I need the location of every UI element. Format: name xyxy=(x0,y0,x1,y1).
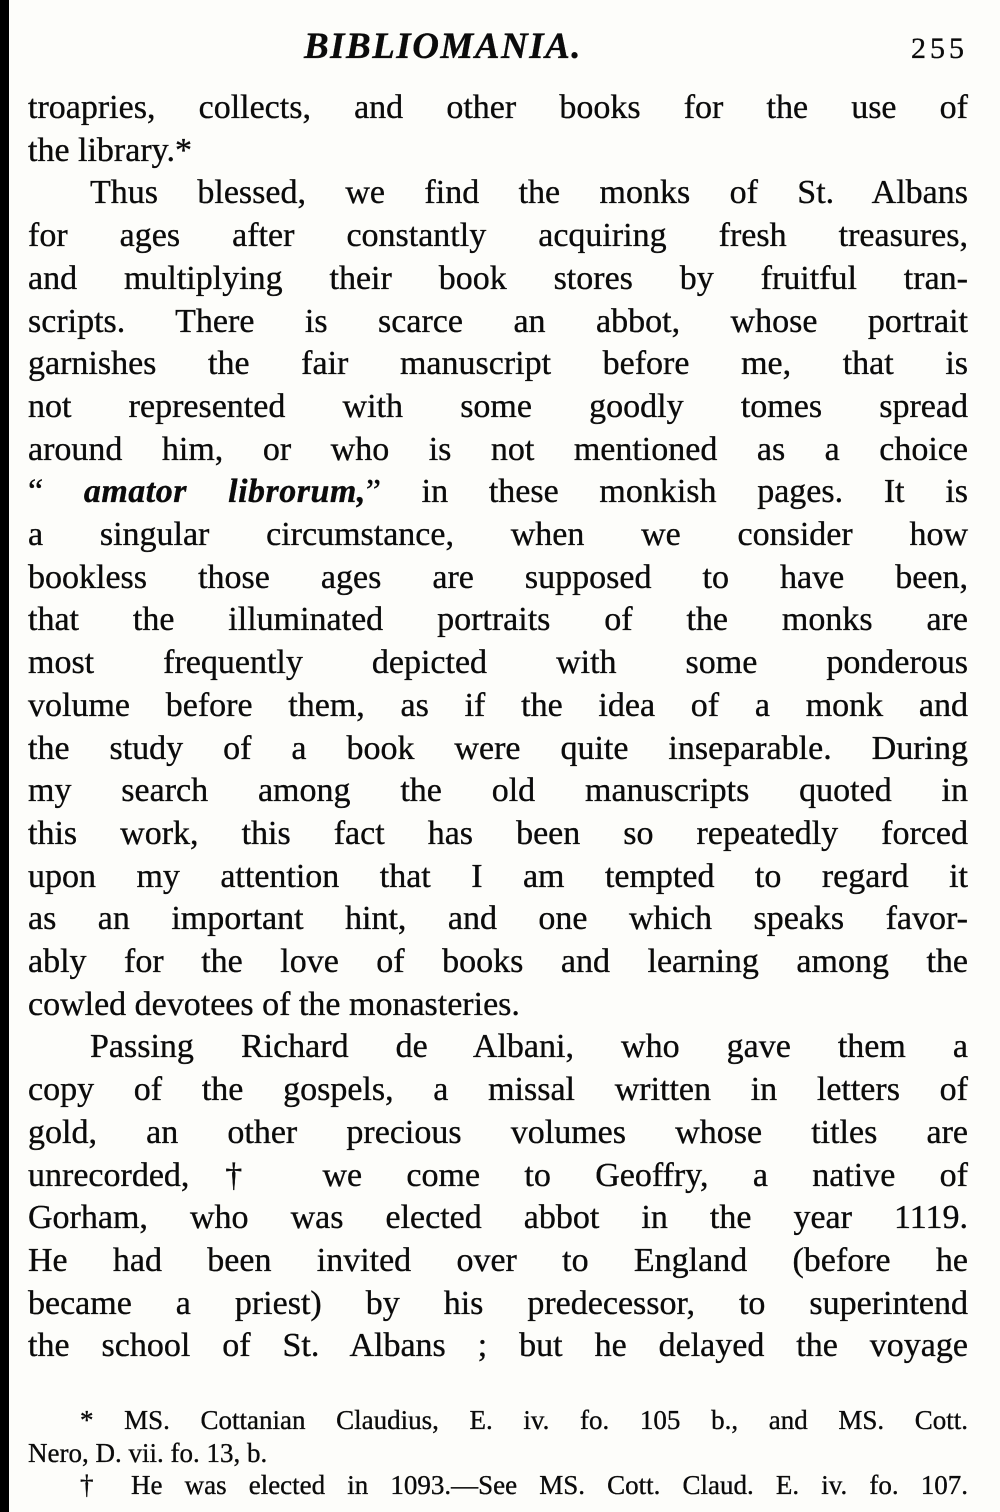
text-line xyxy=(28,172,968,215)
page-title: BIBLIOMANIA. xyxy=(303,26,583,67)
text-line xyxy=(28,770,968,813)
line-text: copy of the gospels, a missal written in letters of xyxy=(28,1071,968,1109)
line-text: upon my attention that I am tempted to regard it xyxy=(28,857,968,895)
text-line xyxy=(28,1404,968,1437)
line-text: the study of a book were quite inseparable. During xyxy=(28,729,968,767)
running-header xyxy=(28,25,968,77)
text-line xyxy=(28,1197,968,1240)
text-line xyxy=(28,471,968,514)
italic-phrase: amator librorum, xyxy=(83,473,366,511)
text-line xyxy=(28,514,968,557)
line-text: for ages after constantly acquiring fresh treasures, xyxy=(28,217,968,255)
line-text: garnishes the fair manuscript before me, that is xyxy=(28,345,968,383)
text-line xyxy=(28,87,968,130)
line-text: the library.* xyxy=(28,131,192,169)
line-text: around him, or who is not mentioned as a choice xyxy=(28,430,968,468)
text-line xyxy=(28,258,968,301)
text-line xyxy=(28,557,968,600)
footnotes xyxy=(28,1404,968,1502)
text-line xyxy=(28,386,968,429)
text-line xyxy=(28,1283,968,1326)
line-text: not represented with some goodly tomes spread xyxy=(28,387,968,425)
line-text: † He was elected in 1093.—See MS. Cott. Claud. E. iv. fo. 107. xyxy=(80,1470,968,1501)
line-text: Passing Richard de Albani, who gave them a xyxy=(90,1028,968,1066)
text-line xyxy=(28,1069,968,1112)
text-line xyxy=(28,130,968,173)
line-text: unrecorded,† we come to Geoffry, a native of xyxy=(28,1156,968,1194)
line-text: a singular circumstance, when we consider how xyxy=(28,516,968,554)
line-text: gold, an other precious volumes whose titles are xyxy=(28,1113,968,1151)
page-body xyxy=(28,87,968,1368)
line-text: He had been invited over to England (before he xyxy=(28,1241,968,1279)
line-text: my search among the old manuscripts quoted in xyxy=(28,772,968,810)
line-text: volume before them, as if the idea of a monk and xyxy=(28,686,968,724)
scan-edge-artifact xyxy=(0,0,9,1512)
text-line xyxy=(28,1437,968,1470)
text-line xyxy=(28,685,968,728)
text-line xyxy=(28,642,968,685)
line-text: this work, this fact has been so repeatedly forced xyxy=(28,814,968,852)
line-text: * MS. Cottanian Claudius, E. iv. fo. 105 b., and MS. Cott. xyxy=(80,1405,968,1436)
line-text: troapries, collects, and other books for the use of xyxy=(28,89,968,126)
text-line xyxy=(28,941,968,984)
line-text: most frequently depicted with some ponderous xyxy=(28,644,968,682)
page-number: 255 xyxy=(911,32,968,65)
line-text: and multiplying their book stores by fruitful tran- xyxy=(28,259,968,297)
line-text: ” in these monkish pages. It is xyxy=(365,473,968,511)
text-line xyxy=(28,898,968,941)
text-line xyxy=(28,1112,968,1155)
text-line xyxy=(28,1325,968,1368)
text-line xyxy=(28,1026,968,1069)
text-line xyxy=(28,215,968,258)
text-line xyxy=(28,856,968,899)
line-text: that the illuminated portraits of the monks are xyxy=(28,601,968,639)
text-line xyxy=(28,984,968,1027)
line-text: “ xyxy=(28,473,84,511)
text-line xyxy=(28,1155,968,1198)
text-line xyxy=(28,1240,968,1283)
text-line xyxy=(28,728,968,771)
line-text: cowled devotees of the monasteries. xyxy=(28,985,520,1023)
line-text: Thus blessed, we find the monks of St. Albans xyxy=(90,174,968,212)
line-text: as an important hint, and one which speaks favor- xyxy=(28,900,968,938)
line-text: scripts. There is scarce an abbot, whose portrait xyxy=(28,302,968,340)
text-line xyxy=(28,813,968,856)
line-text: bookless those ages are supposed to have been, xyxy=(28,558,968,596)
line-text: became a priest) by his predecessor, to superintend xyxy=(28,1284,968,1322)
text-line xyxy=(28,599,968,642)
text-line xyxy=(28,343,968,386)
text-line xyxy=(28,301,968,344)
line-text: the school of St. Albans ; but he delayed the voyage xyxy=(28,1327,968,1365)
line-text: ably for the love of books and learning among the xyxy=(28,943,968,981)
text-line xyxy=(28,429,968,472)
text-line xyxy=(28,1469,968,1502)
line-text: Nero, D. vii. fo. 13, b. xyxy=(28,1437,268,1468)
line-text: Gorham, who was elected abbot in the year 1119. xyxy=(28,1199,968,1237)
